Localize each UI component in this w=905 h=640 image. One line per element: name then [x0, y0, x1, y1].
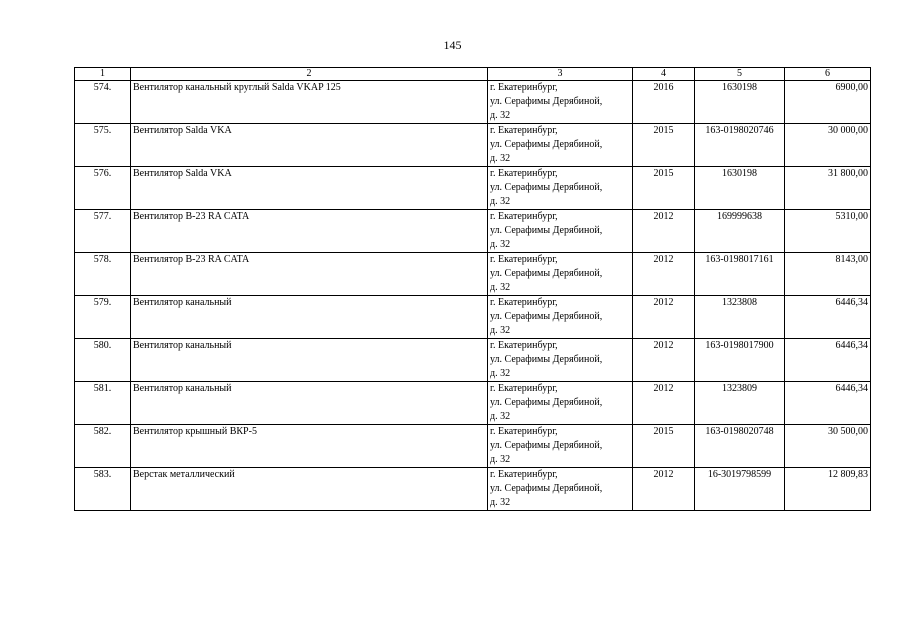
item-name: Вентилятор В-23 RA CATA — [131, 210, 488, 253]
item-address — [488, 210, 633, 253]
table-row — [75, 167, 871, 210]
item-year: 2012 — [633, 210, 695, 253]
column-header: 5 — [695, 68, 785, 81]
row-number: 576. — [75, 167, 131, 210]
item-year: 2015 — [633, 167, 695, 210]
item-cost: 30 500,00 — [785, 425, 871, 468]
address-line: г. Екатеринбург, — [490, 254, 558, 265]
item-cost: 12 809,83 — [785, 468, 871, 511]
table-row — [75, 81, 871, 124]
address-line: ул. Серафимы Дерябиной, — [490, 311, 603, 322]
address-line: г. Екатеринбург, — [490, 297, 558, 308]
row-number: 577. — [75, 210, 131, 253]
address-line: ул. Серафимы Дерябиной, — [490, 440, 603, 451]
item-address — [488, 425, 633, 468]
row-number: 581. — [75, 382, 131, 425]
address-line: ул. Серафимы Дерябиной, — [490, 139, 603, 150]
address-line: ул. Серафимы Дерябиной, — [490, 96, 603, 107]
table-row — [75, 339, 871, 382]
address-line: г. Екатеринбург, — [490, 469, 558, 480]
inventory-number: 1630198 — [695, 167, 785, 210]
inventory-table — [74, 67, 871, 511]
item-address — [488, 167, 633, 210]
address-line: ул. Серафимы Дерябиной, — [490, 397, 603, 408]
table-row — [75, 425, 871, 468]
inventory-number: 1323808 — [695, 296, 785, 339]
row-number: 575. — [75, 124, 131, 167]
item-year: 2015 — [633, 124, 695, 167]
table-header — [75, 68, 871, 81]
column-header: 4 — [633, 68, 695, 81]
item-address — [488, 468, 633, 511]
item-year: 2012 — [633, 339, 695, 382]
item-name: Вентилятор Salda VKA — [131, 167, 488, 210]
item-name: Вентилятор крышный ВКР-5 — [131, 425, 488, 468]
item-year: 2012 — [633, 468, 695, 511]
column-header: 3 — [488, 68, 633, 81]
item-year: 2012 — [633, 296, 695, 339]
address-line: д. 32 — [490, 110, 511, 121]
item-address — [488, 253, 633, 296]
item-cost: 31 800,00 — [785, 167, 871, 210]
item-address — [488, 339, 633, 382]
address-line: г. Екатеринбург, — [490, 125, 558, 136]
table-row — [75, 382, 871, 425]
item-name: Вентилятор канальный — [131, 339, 488, 382]
item-name: Вентилятор канальный — [131, 382, 488, 425]
item-address — [488, 296, 633, 339]
address-line: д. 32 — [490, 325, 511, 336]
row-number: 580. — [75, 339, 131, 382]
row-number: 583. — [75, 468, 131, 511]
address-line: г. Екатеринбург, — [490, 340, 558, 351]
column-header: 1 — [75, 68, 131, 81]
column-header: 6 — [785, 68, 871, 81]
item-name: Верстак металлический — [131, 468, 488, 511]
inventory-number: 16-3019798599 — [695, 468, 785, 511]
item-name: Вентилятор канальный круглый Salda VKAP 125 — [131, 81, 488, 124]
row-number: 574. — [75, 81, 131, 124]
table-row — [75, 296, 871, 339]
address-line: д. 32 — [490, 368, 511, 379]
item-year: 2012 — [633, 382, 695, 425]
address-line: ул. Серафимы Дерябиной, — [490, 483, 603, 494]
item-address — [488, 124, 633, 167]
table-row — [75, 468, 871, 511]
item-name: Вентилятор В-23 RA CATA — [131, 253, 488, 296]
inventory-number: 163-0198020746 — [695, 124, 785, 167]
address-line: д. 32 — [490, 196, 511, 207]
item-cost: 6446,34 — [785, 382, 871, 425]
address-line: г. Екатеринбург, — [490, 211, 558, 222]
item-year: 2012 — [633, 253, 695, 296]
address-line: д. 32 — [490, 239, 511, 250]
row-number: 582. — [75, 425, 131, 468]
address-line: ул. Серафимы Дерябиной, — [490, 268, 603, 279]
item-address — [488, 81, 633, 124]
inventory-number: 1630198 — [695, 81, 785, 124]
item-cost: 30 000,00 — [785, 124, 871, 167]
address-line: г. Екатеринбург, — [490, 426, 558, 437]
item-address — [488, 382, 633, 425]
item-cost: 6900,00 — [785, 81, 871, 124]
item-year: 2015 — [633, 425, 695, 468]
row-number: 579. — [75, 296, 131, 339]
address-line: д. 32 — [490, 411, 511, 422]
address-line: ул. Серафимы Дерябиной, — [490, 225, 603, 236]
table-row — [75, 210, 871, 253]
table-row — [75, 253, 871, 296]
address-line: ул. Серафимы Дерябиной, — [490, 182, 603, 193]
row-number: 578. — [75, 253, 131, 296]
address-line: г. Екатеринбург, — [490, 82, 558, 93]
item-cost: 6446,34 — [785, 339, 871, 382]
inventory-number: 163-0198017900 — [695, 339, 785, 382]
address-line: ул. Серафимы Дерябиной, — [490, 354, 603, 365]
address-line: д. 32 — [490, 153, 511, 164]
table-row — [75, 124, 871, 167]
address-line: г. Екатеринбург, — [490, 383, 558, 394]
inventory-number: 163-0198017161 — [695, 253, 785, 296]
item-cost: 8143,00 — [785, 253, 871, 296]
address-line: г. Екатеринбург, — [490, 168, 558, 179]
table-body — [75, 81, 871, 511]
address-line: д. 32 — [490, 497, 511, 508]
address-line: д. 32 — [490, 454, 511, 465]
column-header: 2 — [131, 68, 488, 81]
inventory-number: 169999638 — [695, 210, 785, 253]
item-name: Вентилятор канальный — [131, 296, 488, 339]
item-cost: 6446,34 — [785, 296, 871, 339]
address-line: д. 32 — [490, 282, 511, 293]
header-row — [75, 68, 871, 81]
item-name: Вентилятор Salda VKA — [131, 124, 488, 167]
item-year: 2016 — [633, 81, 695, 124]
item-cost: 5310,00 — [785, 210, 871, 253]
page-number: 145 — [443, 38, 462, 52]
inventory-number: 1323809 — [695, 382, 785, 425]
inventory-number: 163-0198020748 — [695, 425, 785, 468]
